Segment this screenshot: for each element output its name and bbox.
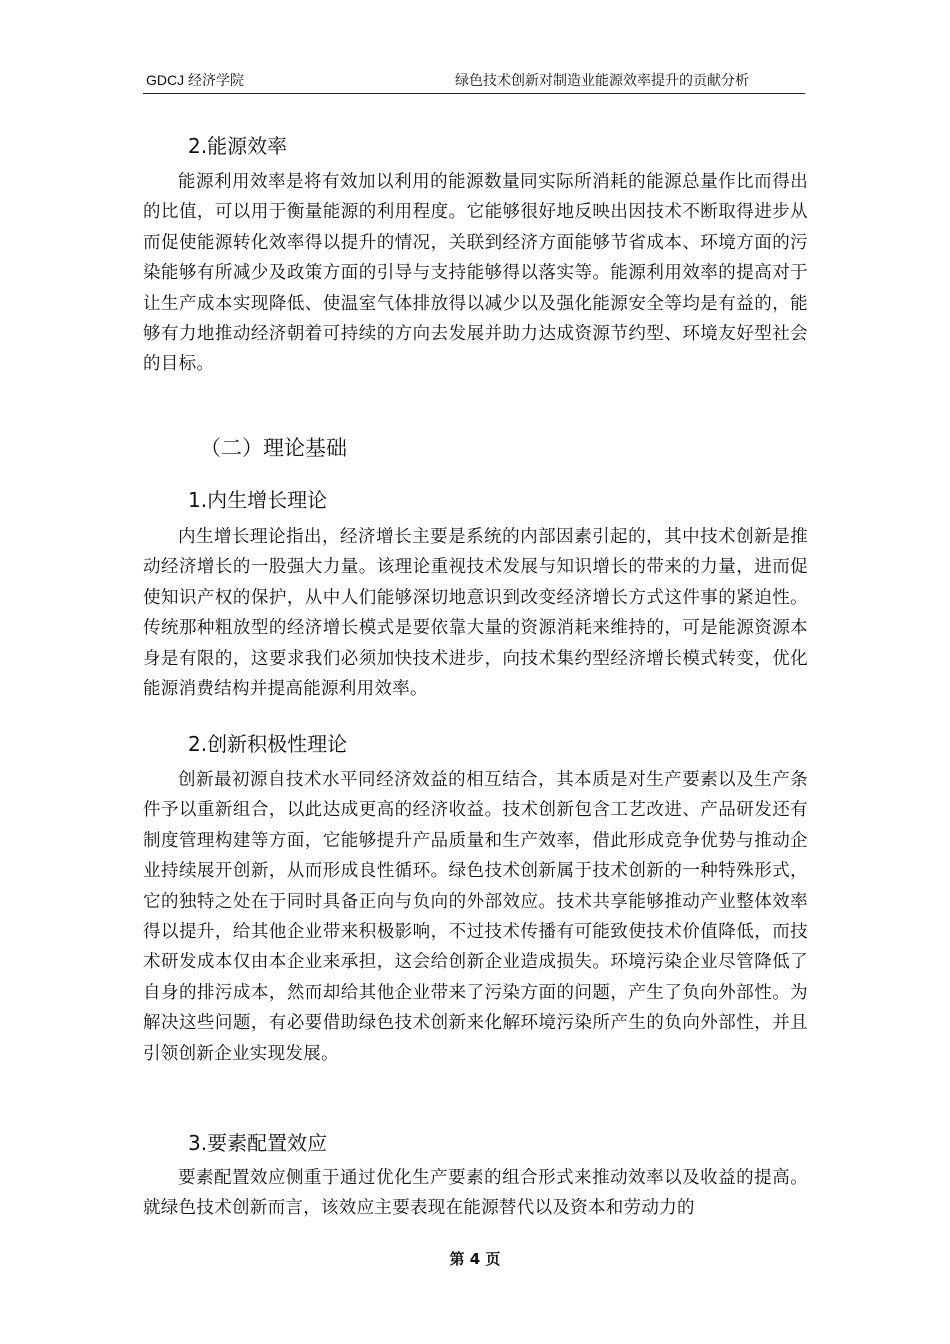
paragraph-energy-efficiency: 能源利用效率是将有效加以利用的能源数量同实际所消耗的能源总量作比而得出的比值，可以用于衡量能源的利用程度。它能够很好地反映出因技术不断取得进步从而促使能源转化效率得以提升的情况，关联到经济方面能够节省成本、环境方面的污染能够有所减少及政策方面的引导与支持能够得以落实等。能源利用效率的提高对于让生产成本实现降低、使温室气体排放得以减少以及强化能源安全等均是有益的，能够有力地推动经济朝着可持续的方向去发展并助力达成资源节约型、环境友好型社会的目标。 (143, 172, 808, 375)
heading-factor-allocation: 3.要素配置效应 (188, 1131, 328, 1155)
header-title: 绿色技术创新对制造业能源效率提升的贡献分析 (455, 72, 749, 88)
heading-endogenous-growth: 1.内生增长理论 (188, 488, 328, 512)
header-divider (143, 93, 805, 94)
heading-theory-basis: （二）理论基础 (200, 436, 347, 460)
paragraph-innovation-theory: 创新最初源自技术水平同经济效益的相互结合，其本质是对生产要素以及生产条件予以重新组合，以此达成更高的经济收益。技术创新包含工艺改进、产品研发还有制度管理构建等方面，它能够提升产品质量和生产效率，借此形成竞争优势与推动企业持续展开创新，从而形成良性循环。绿色技术创新属于技术创新的一种特殊形式，它的独特之处在于同时具备正向与负向的外部效应。技术共享能够推动产业整体效率得以提升，给其他企业带来积极影响，不过技术传播有可能致使技术价值降低，而技术研发成本仅由本企业来承担，这会给创新企业造成损失。环境污染企业尽管降低了自身的排污成本，然而却给其他企业带来了污染方面的问题，产生了负向外部性。为解决这些问题，有必要借助绿色技术创新来化解环境污染所产生的负向外部性，并且引领创新企业实现发展。 (143, 770, 808, 1064)
paragraph-endogenous-growth: 内生增长理论指出，经济增长主要是系统的内部因素引起的，其中技术创新是推动经济增长的一股强大力量。该理论重视技术发展与知识增长的带来的力量，进而促使知识产权的保护，从中人们能够深切地意识到改变经济增长方式这件事的紧迫性。传统那种粗放型的经济增长模式是要依靠大量的资源消耗来维持的，可是能源资源本身是有限的，这要求我们必须加快技术进步，向技术集约型经济增长模式转变，优化能源消费结构并提高能源利用效率。 (143, 527, 808, 700)
heading-innovation-theory: 2.创新积极性理论 (188, 732, 348, 756)
page-number: 第 4 页 (449, 1250, 501, 1268)
header-school: GDCJ 经济学院 (146, 72, 244, 88)
heading-energy-efficiency: 2.能源效率 (188, 134, 288, 158)
paragraph-factor-allocation: 要素配置效应侧重于通过优化生产要素的组合形式来推动效率以及收益的提高。就绿色技术创新而言，该效应主要表现在能源替代以及资本和劳动力的 (143, 1168, 808, 1219)
